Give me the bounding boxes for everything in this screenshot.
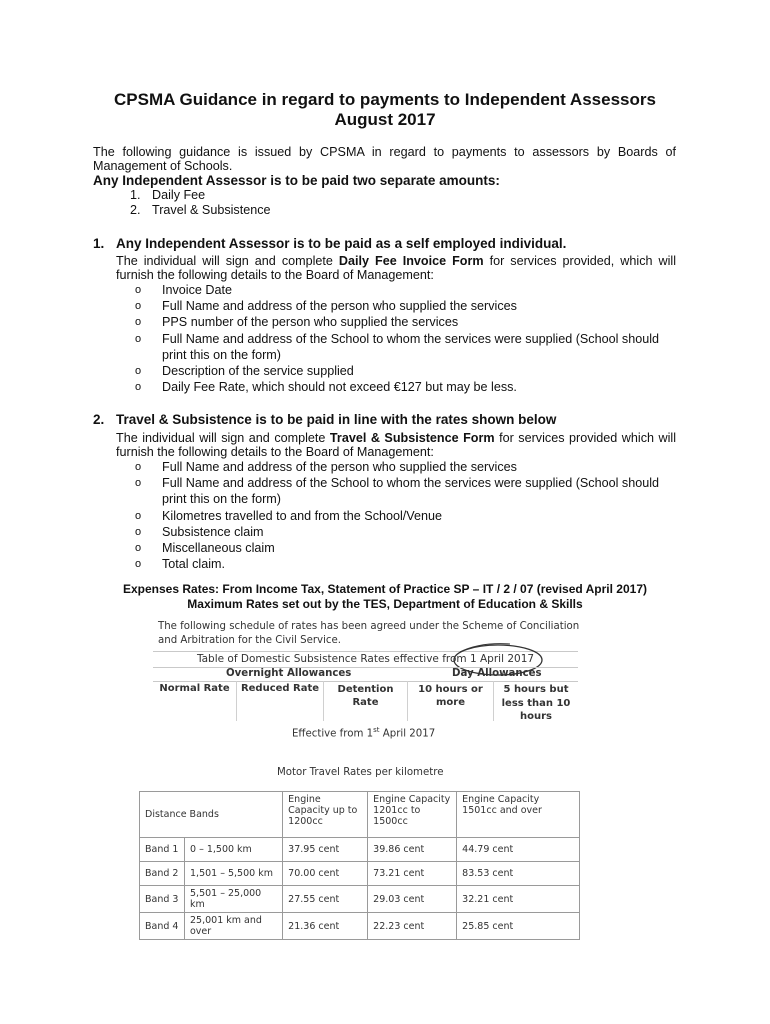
expenses-heading-line1: Expenses Rates: From Income Tax, Statement of Practice SP – IT / 2 / 07 (revised April 2017) xyxy=(123,582,647,596)
band-range: 25,001 km and over xyxy=(185,913,283,940)
section-1-heading-text: Any Independent Assessor is to be paid as a self employed individual. xyxy=(116,236,567,251)
section-1-number: 1. xyxy=(93,236,105,251)
bullet-icon: o xyxy=(135,461,142,473)
daily-fee-form-name: Daily Fee Invoice Form xyxy=(338,254,484,268)
page-title-line1: CPSMA Guidance in regard to payments to Independent Assessors xyxy=(114,90,656,109)
list-item xyxy=(135,508,659,524)
rate-1500: 22.23 cent xyxy=(368,913,457,940)
list-item-text: Full Name and address of the School to whom the services were supplied (School should xyxy=(162,476,660,491)
section-2-para-pre: The individual will sign and complete xyxy=(116,431,330,445)
list-item xyxy=(135,556,659,572)
list-item xyxy=(135,540,659,556)
amount-number: 1. xyxy=(130,188,141,202)
amount-label: Daily Fee xyxy=(152,188,206,202)
rate-1500: 73.21 cent xyxy=(368,862,457,886)
table-row xyxy=(140,862,580,886)
motor-rates-table xyxy=(139,791,580,940)
bullet-icon: o xyxy=(135,542,142,555)
effective-text: Effective from 1 xyxy=(292,728,374,740)
list-item-text: print this on the form) xyxy=(162,492,281,507)
intro-line-1: The following guidance is issued by CPSMA in regard to payments to assessors by Boards of xyxy=(93,145,676,159)
section-1-heading xyxy=(93,236,566,252)
expenses-heading-line2: Maximum Rates set out by the TES, Department of Education & Skills xyxy=(187,597,583,611)
col-detention-line: Rate xyxy=(352,697,379,708)
header-distance-bands: Distance Bands xyxy=(140,792,283,838)
list-item-text: Kilometres travelled to and from the School/Venue xyxy=(162,508,443,523)
bullet-icon: o xyxy=(135,300,142,313)
list-item xyxy=(135,459,659,475)
list-item-text: Daily Fee Rate, which should not exceed €127 but may be less. xyxy=(162,380,517,395)
col-5h-line: 5 hours but xyxy=(503,684,569,695)
scan-rule xyxy=(153,681,578,682)
rate-1501: 83.53 cent xyxy=(457,862,580,886)
table-header-row xyxy=(140,792,580,838)
list-item-continuation xyxy=(135,491,659,507)
band-range: 0 – 1,500 km xyxy=(185,838,283,862)
amount-label: Travel & Subsistence xyxy=(152,203,271,217)
list-item-text: Total claim. xyxy=(162,557,225,572)
list-item xyxy=(135,379,659,395)
rate-1200: 37.95 cent xyxy=(283,838,368,862)
rate-1200: 27.55 cent xyxy=(283,886,368,913)
section-2-heading xyxy=(93,412,556,428)
amounts-heading: Any Independent Assessor is to be paid two separate amounts: xyxy=(93,173,500,188)
rate-1501: 32.21 cent xyxy=(457,886,580,913)
overnight-allowances-label: Overnight Allowances xyxy=(226,668,352,679)
amount-item xyxy=(130,188,271,203)
section-1-para-pre: The individual will sign and complete xyxy=(116,254,339,268)
band-label: Band 1 xyxy=(140,838,185,862)
bullet-icon: o xyxy=(135,558,142,571)
section-2-number: 2. xyxy=(93,412,105,427)
bullet-icon: o xyxy=(135,316,142,329)
section-1-para-post: for services provided, which will xyxy=(483,254,676,268)
list-item xyxy=(135,298,659,314)
section-2-paragraph-line1 xyxy=(116,431,676,446)
amount-number: 2. xyxy=(130,203,141,217)
col-10h-line: more xyxy=(435,697,465,708)
rate-1500: 29.03 cent xyxy=(368,886,457,913)
band-label: Band 3 xyxy=(140,886,185,913)
list-item-text: Description of the service supplied xyxy=(162,364,354,379)
list-item-text: Full Name and address of the person who supplied the services xyxy=(162,299,517,314)
scan-note-line2: and Arbitration for the Civil Service. xyxy=(158,635,342,646)
section-1-paragraph-line2: furnish the following details to the Board of Management: xyxy=(116,268,434,282)
list-item-text: print this on the form) xyxy=(162,347,281,362)
section-2-paragraph-line2: furnish the following details to the Board of Management: xyxy=(116,445,434,459)
header-engine-1501: Engine Capacity 1501cc and over xyxy=(457,792,580,838)
col-detention-line: Detention xyxy=(337,684,394,695)
list-item-text: Full Name and address of the School to whom the services were supplied (School should xyxy=(162,331,660,346)
list-item xyxy=(135,282,659,298)
header-engine-1200: Engine Capacity up to 1200cc xyxy=(283,792,368,838)
band-range: 5,501 – 25,000 km xyxy=(185,886,283,913)
col-10-hours xyxy=(408,683,493,709)
list-item xyxy=(135,475,659,491)
effective-superscript: st xyxy=(373,726,380,734)
col-reduced-rate: Reduced Rate xyxy=(240,683,320,694)
rate-1501: 44.79 cent xyxy=(457,838,580,862)
bullet-icon: o xyxy=(135,284,142,296)
section-1-paragraph-line1 xyxy=(116,254,676,269)
day-allowances-label: Day Allowances xyxy=(452,668,542,679)
band-label: Band 2 xyxy=(140,862,185,886)
section-2-heading-text: Travel & Subsistence is to be paid in line with the rates shown below xyxy=(116,412,557,427)
bullet-icon: o xyxy=(135,525,142,538)
section-1-list xyxy=(135,282,659,395)
list-item-text: Invoice Date xyxy=(162,283,233,297)
band-range: 1,501 – 5,500 km xyxy=(185,862,283,886)
list-item xyxy=(135,331,659,347)
table-row xyxy=(140,838,580,862)
list-item xyxy=(135,314,659,330)
section-2-list xyxy=(135,459,659,572)
bullet-icon: o xyxy=(135,509,142,522)
col-5h-line: less than 10 xyxy=(501,697,571,709)
list-item-continuation xyxy=(135,347,659,363)
col-5-hours xyxy=(494,683,578,724)
motor-rates-title: Motor Travel Rates per kilometre xyxy=(277,767,444,778)
bullet-icon: o xyxy=(135,477,142,490)
list-item-text: PPS number of the person who supplied the services xyxy=(162,315,459,330)
table-row xyxy=(140,886,580,913)
rate-1200: 70.00 cent xyxy=(283,862,368,886)
section-2-para-post: for services provided which will xyxy=(494,431,676,445)
col-5h-line: hours xyxy=(520,711,552,722)
rate-1200: 21.36 cent xyxy=(283,913,368,940)
page-title-line2: August 2017 xyxy=(334,110,436,129)
band-label: Band 4 xyxy=(140,913,185,940)
effective-text: April 2017 xyxy=(379,728,436,740)
list-item xyxy=(135,363,659,379)
list-item-text: Subsistence claim xyxy=(162,524,264,539)
list-item-text: Miscellaneous claim xyxy=(162,541,275,556)
list-item xyxy=(135,524,659,540)
table-row xyxy=(140,913,580,940)
scan-note-line1: The following schedule of rates has been agreed under the Scheme of Conciliation xyxy=(158,621,580,632)
rate-1501: 25.85 cent xyxy=(457,913,580,940)
travel-form-name: Travel & Subsistence Form xyxy=(329,431,495,445)
amounts-list xyxy=(130,188,271,218)
bullet-icon: o xyxy=(135,332,142,345)
header-engine-1500: Engine Capacity 1201cc to 1500cc xyxy=(368,792,457,838)
list-item-text: Full Name and address of the person who supplied the services xyxy=(162,460,517,474)
intro-line-2: Management of Schools. xyxy=(93,159,233,173)
amount-item xyxy=(130,203,271,218)
effective-date-note xyxy=(292,726,435,739)
col-10h-line: 10 hours or xyxy=(418,684,483,695)
rate-1500: 39.86 cent xyxy=(368,838,457,862)
bullet-icon: o xyxy=(135,381,142,394)
col-detention-rate xyxy=(324,683,407,709)
subsistence-table-title: Table of Domestic Subsistence Rates effective from 1 April 2017 xyxy=(196,653,535,665)
bullet-icon: o xyxy=(135,365,142,378)
col-normal-rate: Normal Rate xyxy=(159,683,230,694)
